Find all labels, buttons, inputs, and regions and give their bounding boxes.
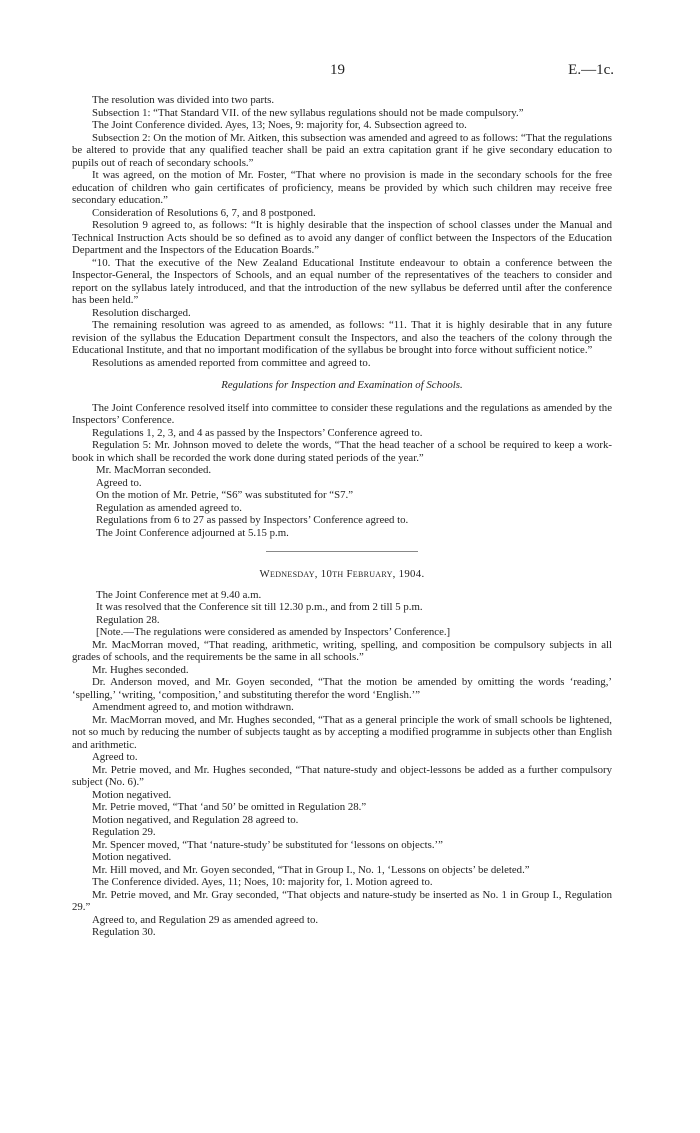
minutes-paragraph: Amendment agreed to, and motion withdrawn. — [92, 701, 294, 713]
minutes-paragraph: “10. That the executive of the New Zealand Educational Institute endeavour to obtain a conference between the Inspector-General, the Inspectors of Schools, and an equal number of the representatives of the teachers to consider and report on the syllabus lately introduced, and that the introduction of the new syllabus be deferred until after the conference has been held.” — [72, 256, 612, 306]
page-header — [0, 62, 700, 82]
minutes-paragraph: The remaining resolution was agreed to as amended, as follows: “11. That it is highly desirable that in any future revision of the syllabus the Education Department consult the Inspectors, and also the teachers of the colony through the Educational Institute, and that no important modification of the syllabus be brought into force without sufficient notice.” — [72, 319, 612, 356]
minutes-section-2 — [72, 402, 612, 540]
minutes-paragraph: The Joint Conference divided. Ayes, 13; Noes, 9: majority for, 4. Subsection agreed to. — [92, 119, 467, 131]
minutes-paragraph: Agreed to. — [96, 476, 142, 489]
minutes-paragraph: The resolution was divided into two parts. — [92, 94, 275, 106]
minutes-paragraph: Mr. MacMorran moved, “That reading, arithmetic, writing, spelling, and composition be compulsory subjects in all grades of schools, and the requirements be the same in all schools.” — [72, 638, 612, 663]
minutes-paragraph: Regulation 30. — [92, 926, 156, 938]
section-heading: Regulations for Inspection and Examination of Schools. — [221, 379, 463, 391]
date-heading: Wednesday, 10th February, 1904. — [259, 568, 425, 580]
minutes-paragraph: Regulation 29. — [92, 826, 156, 838]
minutes-paragraph: Subsection 2: On the motion of Mr. Aitken, this subsection was amended and agreed to as follows: “That the regulations be altered to provide that any qualified teacher shall be paid an extra capitation grant if he give secondary education to pupils out of reach of secondary schools.” — [72, 131, 612, 169]
minutes-paragraph: Agreed to, and Regulation 29 as amended agreed to. — [92, 913, 319, 926]
minutes-paragraph: Mr. Petrie moved, “That ‘and 50’ be omitted in Regulation 28.” — [92, 801, 367, 813]
minutes-paragraph: On the motion of Mr. Petrie, “S6” was substituted for “S7.” — [96, 489, 353, 501]
minutes-paragraph: Subsection 1: “That Standard VII. of the new syllabus regulations should not be made compulsory.” — [92, 106, 524, 119]
minutes-paragraph: [Note.—The regulations were considered as amended by Inspectors’ Conference.] — [96, 626, 451, 638]
minutes-paragraph: Consideration of Resolutions 6, 7, and 8 postponed. — [92, 206, 316, 219]
minutes-paragraph: Regulation as amended agreed to. — [96, 501, 243, 514]
minutes-paragraph: Mr. Petrie moved, and Mr. Gray seconded, “That objects and nature-study be inserted as No. 1 in Group I., Regulation 29.” — [72, 888, 612, 913]
minutes-paragraph: Motion negatived. — [92, 788, 172, 801]
minutes-paragraph: Resolution 9 agreed to, as follows: “It is highly desirable that the inspection of school classes under the Manual and Technical Instruction Acts should be so defined as to avoid any danger of conflict between the Inspectors of the Education Department and the Inspectors of the Education Boards.” — [72, 219, 612, 256]
minutes-paragraph: The Conference divided. Ayes, 11; Noes, 10: majority for, 1. Motion agreed to. — [92, 876, 433, 888]
minutes-paragraph: Mr. MacMorran seconded. — [96, 464, 212, 476]
minutes-paragraph: Mr. Hill moved, and Mr. Goyen seconded, “That in Group I., No. 1, ‘Lessons on objects’ be deleted.” — [92, 863, 530, 876]
section-divider — [266, 551, 418, 552]
minutes-section-3 — [72, 589, 612, 939]
minutes-paragraph: Agreed to. — [92, 751, 138, 763]
minutes-paragraph: Mr. Spencer moved, “That ‘nature-study’ be substituted for ‘lessons on objects.’” — [92, 838, 443, 851]
minutes-paragraph: Regulation 5: Mr. Johnson moved to delete the words, “That the head teacher of a school be required to keep a work-book in which shall be recorded the work done during stated periods of the year.” — [72, 439, 612, 464]
minutes-section-1 — [72, 94, 612, 369]
minutes-paragraph: Mr. MacMorran moved, and Mr. Hughes seconded, “That as a general principle the work of small schools be lightened, not so much by reducing the number of subjects taught as by accepting a modified programme in subjects other than English and arithmetic. — [72, 713, 612, 751]
page-number: 19 — [330, 62, 345, 78]
minutes-paragraph: Dr. Anderson moved, and Mr. Goyen seconded, “That the motion be amended by omitting the words ‘reading,’ ‘spelling,’ ‘writing, ‘composition,’ and substituting therefor the word ‘English.’” — [72, 676, 612, 701]
minutes-paragraph: Regulations 1, 2, 3, and 4 as passed by the Inspectors’ Conference agreed to. — [92, 426, 423, 439]
minutes-paragraph: Regulations from 6 to 27 as passed by Inspectors’ Conference agreed to. — [96, 514, 409, 526]
minutes-paragraph: The Joint Conference met at 9.40 a.m. — [96, 588, 262, 601]
minutes-paragraph: Regulation 28. — [96, 613, 160, 626]
minutes-paragraph: Mr. Hughes seconded. — [92, 663, 189, 676]
minutes-paragraph: Resolutions as amended reported from committee and agreed to. — [92, 356, 371, 369]
minutes-paragraph: The Joint Conference adjourned at 5.15 p.m. — [96, 526, 289, 539]
minutes-paragraph: It was resolved that the Conference sit till 12.30 p.m., and from 2 till 5 p.m. — [96, 601, 423, 613]
minutes-paragraph: It was agreed, on the motion of Mr. Foster, “That where no provision is made in the secondary schools for the free education of children who gain certificates of proficiency, means be provided by which such children may receive free secondary education.” — [72, 169, 612, 206]
minutes-paragraph: Resolution discharged. — [92, 306, 191, 319]
document-reference: E.—1c. — [568, 62, 614, 78]
minutes-paragraph: Mr. Petrie moved, and Mr. Hughes seconded, “That nature-study and object-lessons be added as a further compulsory subject (No. 6).” — [72, 763, 612, 788]
minutes-paragraph: Motion negatived, and Regulation 28 agreed to. — [92, 813, 299, 826]
minutes-paragraph: The Joint Conference resolved itself into committee to consider these regulations and the regulations as amended by the Inspectors’ Conference. — [72, 401, 612, 426]
document-body — [72, 94, 612, 939]
minutes-paragraph: Motion negatived. — [92, 851, 172, 863]
